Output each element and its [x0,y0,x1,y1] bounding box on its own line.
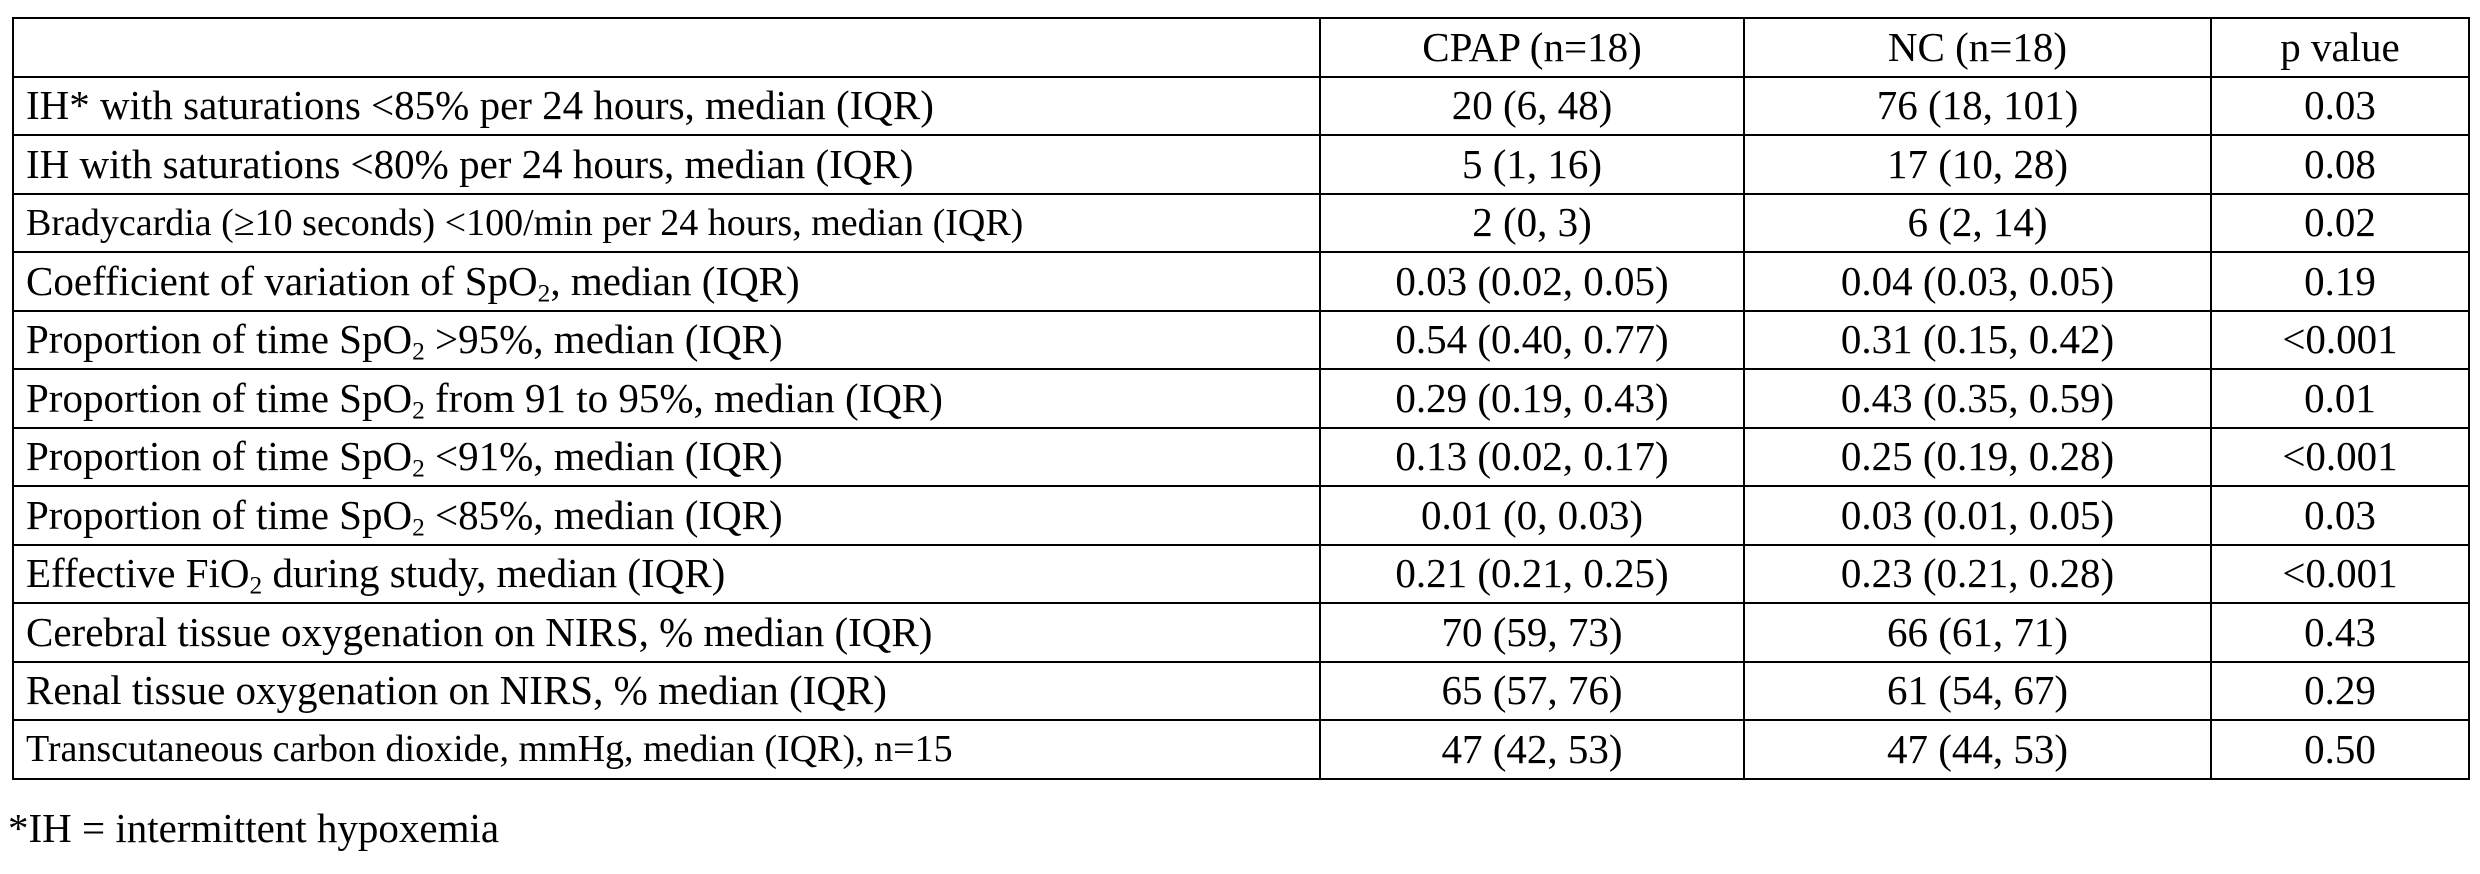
nc-value: 0.31 (0.15, 0.42) [1744,311,2211,370]
p-value: 0.29 [2211,662,2469,721]
label-text: , median (IQR) [550,257,800,304]
label-text: Proportion of time SpO [26,491,413,538]
row-label [13,369,1320,428]
nc-value: 0.25 (0.19, 0.28) [1744,428,2211,487]
row-label [13,486,1320,545]
nc-value: 6 (2, 14) [1744,194,2211,253]
p-value: 0.03 [2211,486,2469,545]
label-text: Coefficient of variation of SpO [26,257,538,304]
p-value: 0.43 [2211,603,2469,662]
p-value: <0.001 [2211,545,2469,604]
table-row [13,135,2469,194]
row-label: Transcutaneous carbon dioxide, mmHg, median (IQR), n=15 [13,720,1320,779]
subscript: 2 [412,454,425,483]
table-row [13,194,2469,253]
row-label [13,311,1320,370]
subscript: 2 [412,513,425,542]
label-text: from 91 to 95%, median (IQR) [424,374,943,421]
p-value: <0.001 [2211,428,2469,487]
footnote: *IH = intermittent hypoxemia [8,805,500,851]
table-row [13,77,2469,136]
table-row [13,662,2469,721]
p-value: 0.50 [2211,720,2469,779]
cpap-value: 0.21 (0.21, 0.25) [1320,545,1744,604]
label-text: >95%, median (IQR) [424,316,783,363]
cpap-value: 2 (0, 3) [1320,194,1744,253]
cpap-value: 0.03 (0.02, 0.05) [1320,252,1744,311]
row-label: IH with saturations <80% per 24 hours, median (IQR) [13,135,1320,194]
header-row [13,18,2469,77]
row-label: Cerebral tissue oxygenation on NIRS, % median (IQR) [13,603,1320,662]
p-value: 0.19 [2211,252,2469,311]
nc-value: 0.43 (0.35, 0.59) [1744,369,2211,428]
cpap-value: 70 (59, 73) [1320,603,1744,662]
row-label [13,428,1320,487]
nc-value: 66 (61, 71) [1744,603,2211,662]
table-row [13,369,2469,428]
nc-value: 0.23 (0.21, 0.28) [1744,545,2211,604]
subscript: 2 [537,279,551,308]
row-label: Renal tissue oxygenation on NIRS, % median (IQR) [13,662,1320,721]
p-value: <0.001 [2211,311,2469,370]
table-row [13,545,2469,604]
cpap-value: 0.01 (0, 0.03) [1320,486,1744,545]
label-text: Proportion of time SpO [26,316,413,363]
nc-value: 0.03 (0.01, 0.05) [1744,486,2211,545]
label-text: Proportion of time SpO [26,433,413,480]
cpap-value: 20 (6, 48) [1320,77,1744,136]
cpap-value: 0.29 (0.19, 0.43) [1320,369,1744,428]
row-label [13,545,1320,604]
table-row [13,720,2469,779]
nc-value: 17 (10, 28) [1744,135,2211,194]
nc-value: 61 (54, 67) [1744,662,2211,721]
nc-value: 0.04 (0.03, 0.05) [1744,252,2211,311]
results-table [12,17,2470,780]
subscript: 2 [249,571,263,600]
cpap-value: 65 (57, 76) [1320,662,1744,721]
table-row [13,311,2469,370]
label-text: Effective FiO [26,550,250,597]
row-label: Bradycardia (≥10 seconds) <100/min per 24 hours, median (IQR) [13,194,1320,253]
table-row [13,252,2469,311]
cpap-value: 0.54 (0.40, 0.77) [1320,311,1744,370]
label-text: <85%, median (IQR) [424,491,783,538]
label-text: <91%, median (IQR) [424,433,783,480]
row-label [13,252,1320,311]
p-value: 0.03 [2211,77,2469,136]
header-nc: NC (n=18) [1744,18,2211,77]
p-value: 0.01 [2211,369,2469,428]
header-p-value: p value [2211,18,2469,77]
p-value: 0.02 [2211,194,2469,253]
cpap-value: 0.13 (0.02, 0.17) [1320,428,1744,487]
subscript: 2 [412,396,425,425]
p-value: 0.08 [2211,135,2469,194]
label-text: during study, median (IQR) [262,550,726,597]
table-row [13,428,2469,487]
subscript: 2 [412,337,425,366]
cpap-value: 47 (42, 53) [1320,720,1744,779]
table-row [13,486,2469,545]
header-blank [13,18,1320,77]
label-text: Proportion of time SpO [26,374,413,421]
nc-value: 76 (18, 101) [1744,77,2211,136]
table-row [13,603,2469,662]
nc-value: 47 (44, 53) [1744,720,2211,779]
row-label: IH* with saturations <85% per 24 hours, median (IQR) [13,77,1320,136]
cpap-value: 5 (1, 16) [1320,135,1744,194]
header-cpap: CPAP (n=18) [1320,18,1744,77]
